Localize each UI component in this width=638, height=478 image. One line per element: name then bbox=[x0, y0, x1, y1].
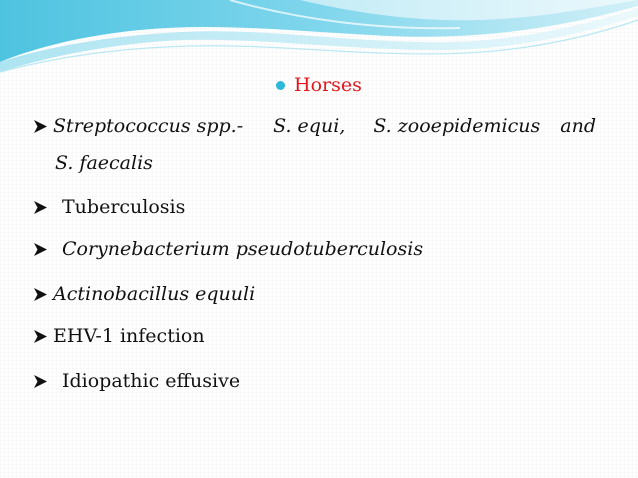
list-item-continuation: S. faecalis bbox=[55, 152, 153, 174]
list-item-tuberculosis bbox=[33, 195, 185, 219]
item-text: EHV-1 infection bbox=[53, 325, 205, 347]
heading-text: Horses bbox=[294, 74, 362, 96]
item-text: Idiopathic effusive bbox=[62, 370, 241, 392]
list-item-corynebacterium bbox=[33, 237, 423, 261]
item-text-part-1: Streptococcus spp.- bbox=[53, 115, 244, 137]
item-text-part-2: S. equi, bbox=[273, 115, 346, 137]
list-item-ehv1 bbox=[33, 324, 205, 348]
header-wave-decoration bbox=[0, 0, 638, 80]
item-text: Corynebacterium pseudotuberculosis bbox=[62, 238, 424, 260]
arrow-bullet-icon bbox=[33, 372, 53, 387]
list-item-streptococcus bbox=[33, 114, 596, 138]
item-text-part-3: S. zooepidemicus bbox=[373, 115, 541, 137]
list-item-actinobacillus bbox=[33, 282, 255, 306]
list-item-idiopathic bbox=[33, 369, 240, 393]
slide-heading bbox=[276, 74, 362, 96]
arrow-bullet-icon bbox=[33, 327, 53, 342]
arrow-bullet-icon bbox=[33, 240, 53, 255]
round-bullet-icon bbox=[276, 81, 285, 90]
item-text-part-4: and bbox=[560, 115, 596, 137]
item-text: Actinobacillus equuli bbox=[53, 283, 256, 305]
arrow-bullet-icon bbox=[33, 198, 53, 213]
arrow-bullet-icon bbox=[33, 285, 53, 300]
item-text: Tuberculosis bbox=[62, 196, 186, 218]
arrow-bullet-icon bbox=[33, 117, 53, 132]
